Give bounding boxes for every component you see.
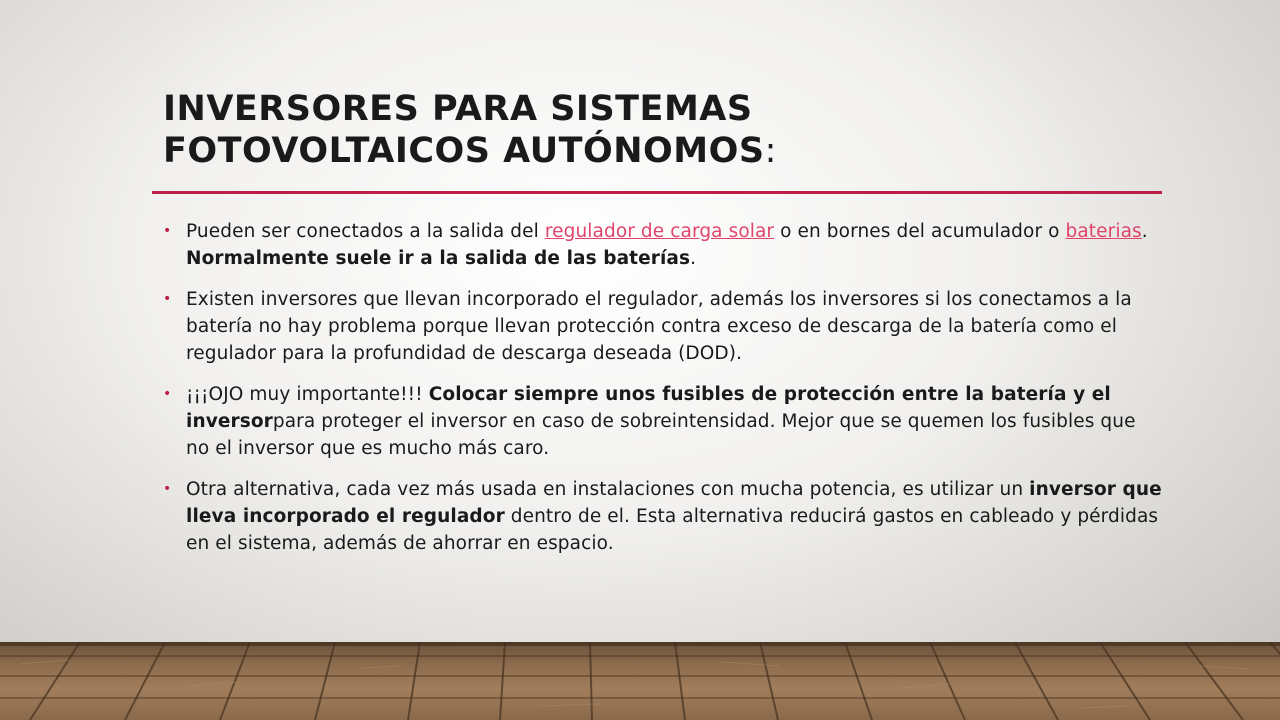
bullet-text: Otra alternativa, cada vez más usada en instalaciones con mucha potencia, es utilizar un [186,479,1030,500]
bullet-list [163,218,1163,571]
bullet-item [163,218,1163,272]
bullet-text: . [1141,221,1148,242]
bullet-text: Pueden ser conectados a la salida del [186,221,545,242]
title-divider [152,191,1162,194]
bullet-bold-text: Colocar siempre unos fusibles de protección entre la batería y el inversor [186,384,1111,432]
bullet-item [163,476,1163,557]
bullet-item [163,286,1163,367]
floor-boards [0,642,1280,720]
bullet-item [163,381,1163,462]
title-line-2: FOTOVOLTAICOS AUTÓNOMOS [163,131,765,171]
title-colon: : [764,131,777,171]
bullet-icon: • [163,223,172,239]
title-line-1: INVERSORES PARA SISTEMAS [163,89,753,129]
regulador-link[interactable]: regulador de carga solar [544,221,775,242]
bullet-text: dentro de el. Esta alternativa reducirá gastos en cableado y pérdidas en el sistema, además de ahorrar en espacio. [186,506,1159,554]
bullet-bold-text: inversor que lleva incorporado el regulador [186,479,1162,527]
bullet-text: . [690,248,697,269]
bullet-icon: • [163,386,172,402]
bullet-text: o en bornes del acumulador o [774,221,1066,242]
bullet-text: ¡¡¡OJO muy importante!!! [186,384,429,405]
bullet-text: Existen inversores que llevan incorporado el regulador, además los inversores si los conectamos a la batería no hay problema porque llevan protección contra exceso de descarga de la batería como el regulador para la profundidad de descarga deseada (DOD). [186,289,1132,364]
bullet-bold-text: Normalmente suele ir a la salida de las baterías [186,248,691,269]
baterias-link[interactable]: baterias [1065,221,1142,242]
bullet-text: para proteger el inversor en caso de sobreintensidad. Mejor que se quemen los fusibles que no el inversor que es mucho más caro. [186,411,1136,459]
bullet-icon: • [163,481,172,497]
bullet-icon: • [163,291,172,307]
slide-title [163,88,1163,172]
wooden-floor [0,642,1280,720]
